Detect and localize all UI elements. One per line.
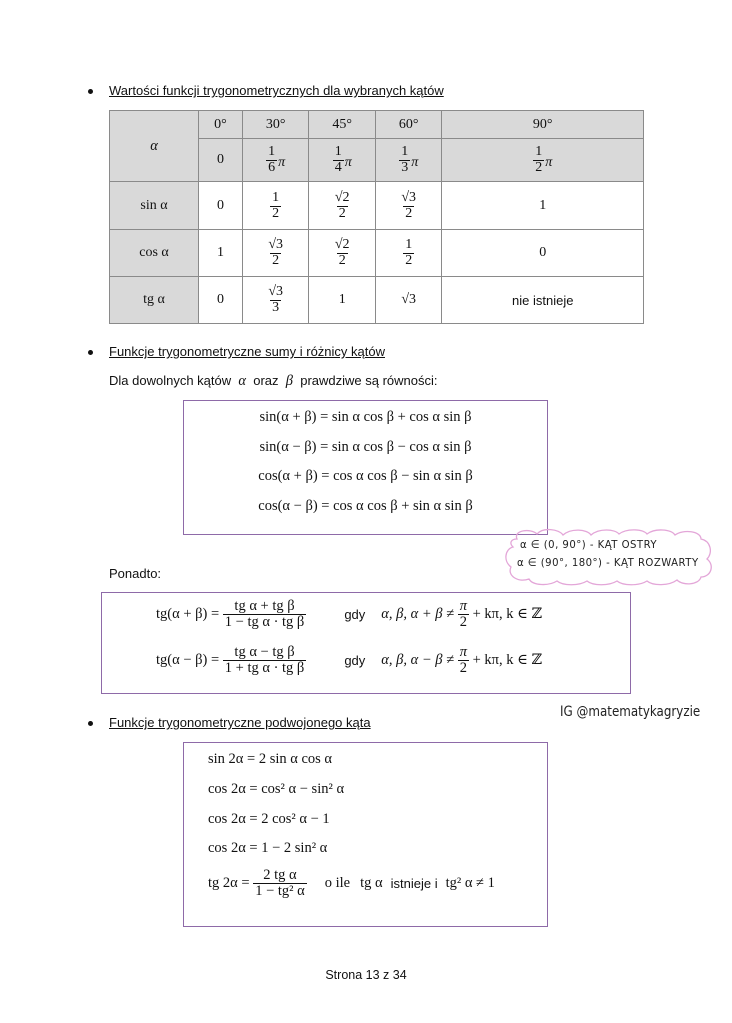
note-obtuse-angle: α ∈ (90°, 180°) - KĄT ROZWARTY <box>517 556 699 569</box>
exists-label: istnieje i <box>390 876 438 892</box>
note-acute-angle: α ∈ (0, 90°) - KĄT OSTRY <box>520 538 658 551</box>
value-cell: 0 <box>442 230 644 277</box>
radian-cell: $\frac{1}{6}$ π <box>242 139 309 182</box>
bullet <box>88 350 93 355</box>
tg-diff-denominator: 1 + tg α · tg β <box>224 660 305 677</box>
radian-cell: $\frac{1}{4}$ π <box>309 139 376 182</box>
pi-denominator: 2 <box>459 660 467 677</box>
section-heading-sum-difference: Funkcje trygonometryczne sumy i różnicy kątów <box>109 344 385 359</box>
pi-numerator: π <box>459 644 467 660</box>
intro-mid: oraz <box>253 373 279 388</box>
value-cell: 0 <box>199 277 243 324</box>
value-cell: √3 <box>375 277 442 324</box>
bullet <box>88 89 93 94</box>
identity-sin-double: sin 2α = 2 sin α cos α <box>208 751 333 767</box>
o-ile-label: o ile <box>324 875 351 892</box>
section-heading-values: Wartości funkcji trygonometrycznych dla wybranych kątów <box>109 83 444 98</box>
identity-cos-double-2: cos 2α = 2 cos² α − 1 <box>208 811 330 827</box>
identity-sin-sum: sin(α + β) = sin α cos β + cos α sin β <box>259 409 472 425</box>
degree-cell: 30° <box>242 111 309 139</box>
identity-cos-sum: cos(α + β) = cos α cos β − sin α sin β <box>258 468 473 484</box>
identity-sin-diff: sin(α − β) = sin α cos β − cos α sin β <box>259 439 472 455</box>
bullet <box>88 721 93 726</box>
value-cell: $\frac{√3}{3}$ <box>242 277 309 324</box>
tg-diff-lhs: tg(α − β) = <box>156 652 220 669</box>
tg-diff-condition-tail: + kπ, k ∈ ℤ <box>472 652 543 669</box>
tg-sum-condition: α, β, α + β ≠ <box>381 606 455 623</box>
degree-cell: 90° <box>442 111 644 139</box>
trig-values-table <box>109 110 644 324</box>
tg-sum-numerator: tg α + tg β <box>234 598 295 614</box>
cond-tg: tg α <box>360 875 383 892</box>
degree-cell: 45° <box>309 111 376 139</box>
tg-diff-numerator: tg α − tg β <box>234 644 295 660</box>
moreover-label: Ponadto: <box>109 566 162 581</box>
pi-numerator: π <box>459 598 467 614</box>
value-cell: $\frac{√3}{2}$ <box>375 182 442 230</box>
radian-cell: $\frac{1}{2}$ π <box>442 139 644 182</box>
value-cell: $\frac{√3}{2}$ <box>242 230 309 277</box>
value-cell: $\frac{1}{2}$ <box>375 230 442 277</box>
tg-double-lhs: tg 2α = <box>208 875 250 892</box>
value-cell: 1 <box>442 182 644 230</box>
value-cell: $\frac{√2}{2}$ <box>309 182 376 230</box>
gdy-label: gdy <box>344 653 366 669</box>
degree-cell: 60° <box>375 111 442 139</box>
tg-diff-condition: α, β, α − β ≠ <box>381 652 455 669</box>
tangent-diff-line <box>156 645 542 676</box>
intro-text <box>109 373 438 390</box>
value-cell: $\frac{1}{2}$ <box>242 182 309 230</box>
double-angle-box <box>183 742 548 927</box>
value-cell: $\frac{√2}{2}$ <box>309 230 376 277</box>
identity-cos-double-3: cos 2α = 1 − 2 sin² α <box>208 840 328 856</box>
radian-cell: $\frac{1}{3}$ π <box>375 139 442 182</box>
identity-cos-double-1: cos 2α = cos² α − sin² α <box>208 781 345 797</box>
function-label-tg: tg α <box>110 277 199 324</box>
alpha-header: α <box>110 111 199 182</box>
intro-alpha: α <box>238 373 246 389</box>
value-cell: 1 <box>199 230 243 277</box>
instagram-handle: IG @matematykagryzie <box>560 704 701 720</box>
value-cell: nie istnieje <box>442 277 644 324</box>
tg-double-denominator: 1 − tg² α <box>255 883 305 900</box>
tg-sum-condition-tail: + kπ, k ∈ ℤ <box>472 606 543 623</box>
tangent-sum-box <box>101 592 631 694</box>
intro-suffix: prawdziwe są równości: <box>300 373 438 388</box>
pi-denominator: 2 <box>459 614 467 631</box>
tangent-sum-line <box>156 599 542 630</box>
sum-difference-box <box>183 400 548 535</box>
function-label-sin: sin α <box>110 182 199 230</box>
identity-tg-double <box>208 868 495 899</box>
gdy-label: gdy <box>344 607 366 623</box>
tg-sum-lhs: tg(α + β) = <box>156 606 220 623</box>
intro-beta: β <box>285 373 293 389</box>
radian-cell: 0 <box>199 139 243 182</box>
degree-cell: 0° <box>199 111 243 139</box>
tg-double-numerator: 2 tg α <box>263 867 297 883</box>
handwritten-note-cloud <box>503 527 715 587</box>
section-heading-double-angle: Funkcje trygonometryczne podwojonego kąta <box>109 715 371 730</box>
value-cell: 0 <box>199 182 243 230</box>
function-label-cos: cos α <box>110 230 199 277</box>
identity-cos-diff: cos(α − β) = cos α cos β + sin α sin β <box>258 498 473 514</box>
page-number: Strona 13 z 34 <box>325 968 407 982</box>
intro-prefix: Dla dowolnych kątów <box>109 373 232 388</box>
tg-sum-denominator: 1 − tg α · tg β <box>224 614 305 631</box>
cond-tail: tg² α ≠ 1 <box>445 875 495 892</box>
value-cell: 1 <box>309 277 376 324</box>
